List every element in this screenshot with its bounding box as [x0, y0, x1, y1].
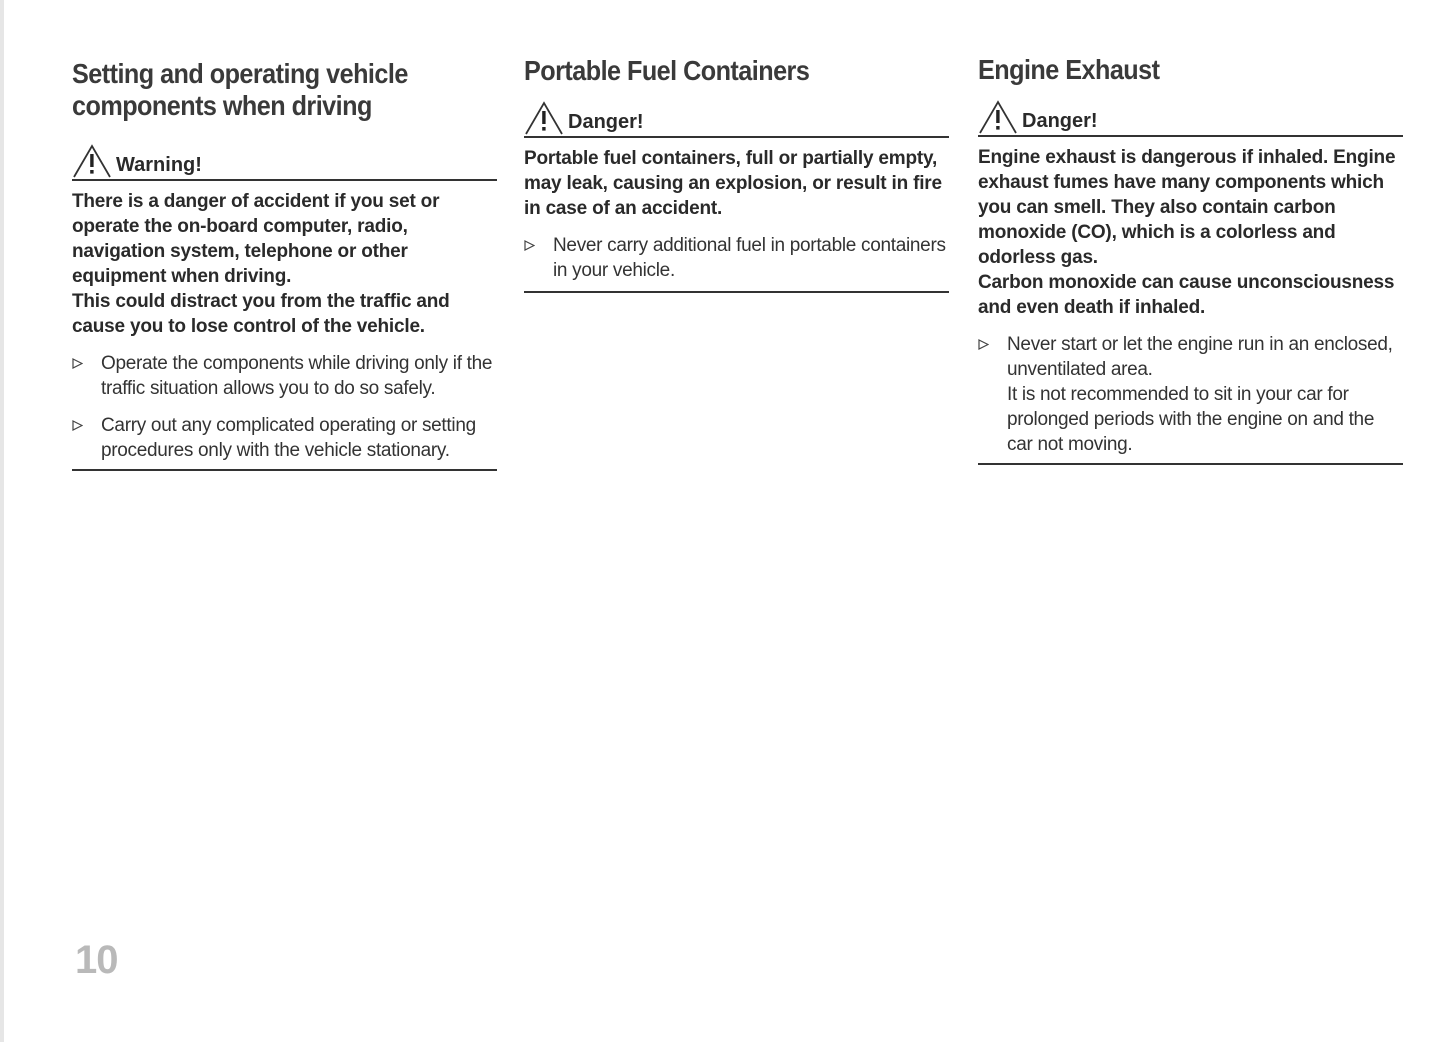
section-end-divider — [72, 469, 497, 471]
warning-triangle-icon — [978, 100, 1018, 134]
alert-label: Danger! — [1022, 110, 1098, 132]
alert-paragraph: Portable fuel containers, full or partially empty, may leak, causing an explosion, or result in fire in case of an accident. — [524, 148, 942, 219]
danger-body — [524, 146, 949, 221]
alert-label: Danger! — [568, 111, 644, 133]
danger-header — [978, 100, 1403, 137]
bullet-triangle-icon — [72, 358, 83, 369]
list-item — [72, 413, 497, 463]
section-vehicle-components — [72, 58, 497, 471]
section-engine-exhaust — [978, 54, 1403, 465]
warning-triangle-icon — [524, 101, 564, 135]
section-title: Portable Fuel Containers — [524, 55, 810, 86]
instruction-list — [524, 233, 949, 283]
warning-body — [72, 189, 497, 339]
list-item-text: Never start or let the engine run in an enclosed, unventilated area. — [1007, 334, 1393, 380]
bullet-triangle-icon — [524, 240, 535, 251]
instruction-list — [72, 351, 497, 463]
alert-paragraph: Carbon monoxide can cause unconsciousness and even death if inhaled. — [978, 272, 1395, 318]
warning-header — [72, 144, 497, 181]
section-title: Setting and operating vehicle components when driving — [72, 58, 408, 121]
bullet-triangle-icon — [72, 420, 83, 431]
list-item-text: Carry out any complicated operating or setting procedures only with the vehicle stationary. — [101, 415, 476, 461]
warning-triangle-icon — [72, 144, 112, 178]
alert-paragraph: This could distract you from the traffic and cause you to lose control of the vehicle. — [72, 291, 450, 337]
danger-header — [524, 101, 949, 138]
list-item — [978, 332, 1403, 457]
list-item-text: Operate the components while driving only if the traffic situation allows you to do so safely. — [101, 353, 493, 399]
alert-paragraph: Engine exhaust is dangerous if inhaled. Engine exhaust fumes have many components which you can smell. They also contain carbon monoxide (CO), which is a colorless and odorless gas. — [978, 147, 1396, 268]
alert-paragraph: There is a danger of accident if you set or operate the on-board computer, radio, navigation system, telephone or other equipment when driving. — [72, 191, 440, 287]
page-edge — [0, 0, 4, 1042]
section-end-divider — [524, 291, 949, 293]
danger-body — [978, 145, 1403, 320]
list-item — [524, 233, 949, 283]
page-number: 10 — [75, 938, 118, 982]
bullet-triangle-icon — [978, 339, 989, 350]
section-portable-fuel-containers — [524, 55, 949, 293]
instruction-list — [978, 332, 1403, 457]
section-title: Engine Exhaust — [978, 54, 1160, 85]
list-item — [72, 351, 497, 401]
list-item-note: It is not recommended to sit in your car for prolonged periods with the engine on and the car not moving. — [1007, 384, 1375, 455]
section-end-divider — [978, 463, 1403, 465]
list-item-text: Never carry additional fuel in portable containers in your vehicle. — [553, 235, 946, 281]
alert-label: Warning! — [116, 154, 202, 176]
